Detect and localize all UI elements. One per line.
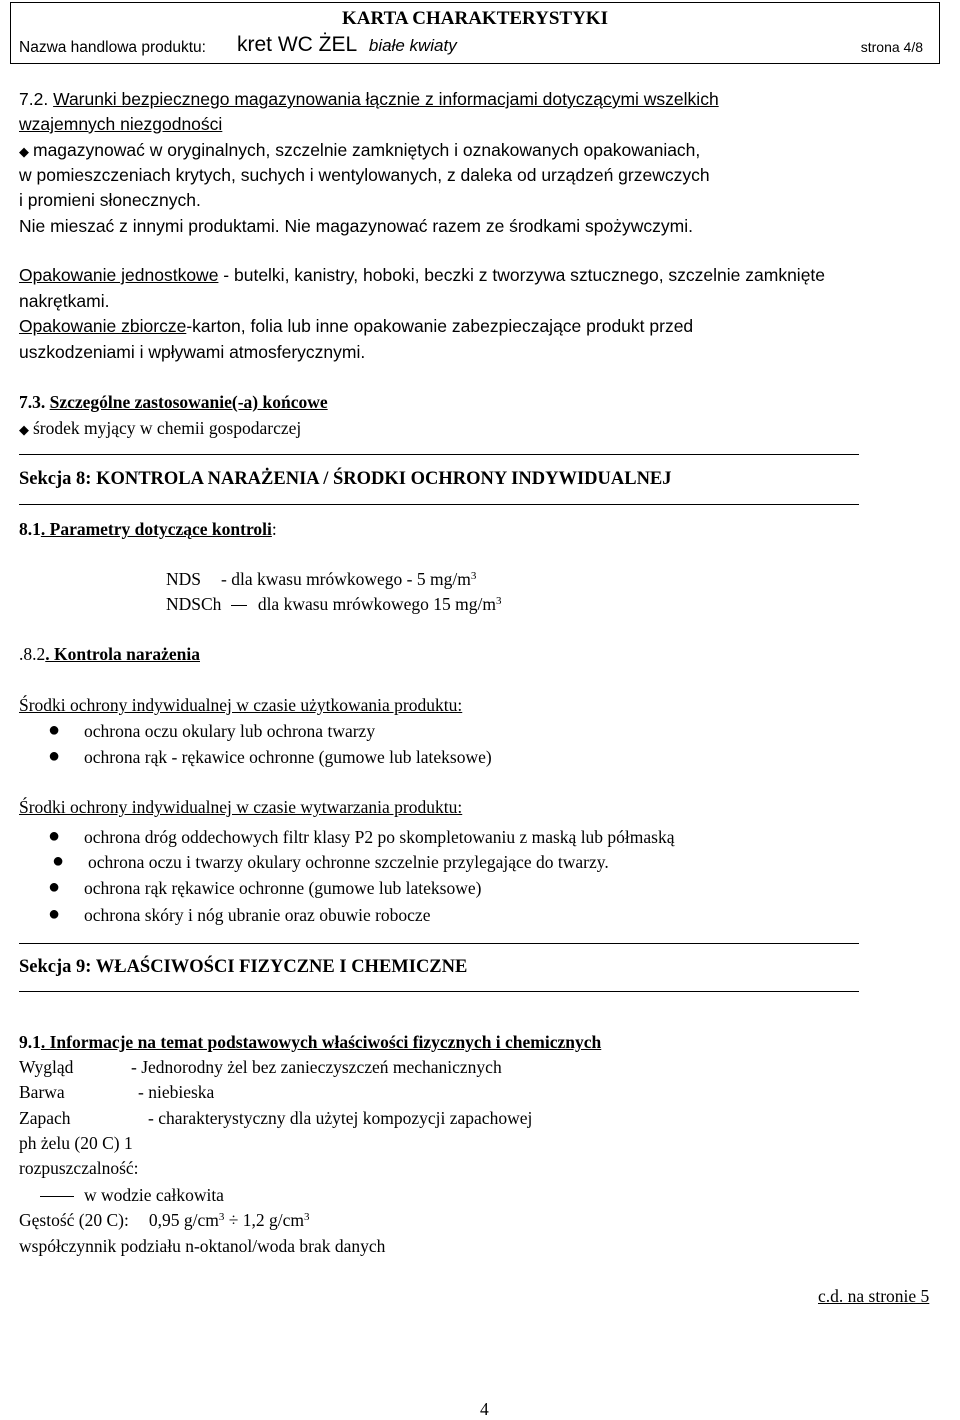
bulk-packaging-line2: uszkodzeniami i wpływami atmosferycznymi. xyxy=(19,342,366,362)
bullet-icon: ● xyxy=(52,850,65,872)
use-item-1: ochrona oczu okulary lub ochrona twarzy xyxy=(84,721,376,741)
use-item-2: ochrona rąk - rękawice ochronne (gumowe lub lateksowe) xyxy=(84,747,492,767)
prop-color-value: - niebieska xyxy=(138,1082,215,1102)
use-protection-heading: Środki ochrony indywidualnej w czasie użytkowania produktu: xyxy=(19,695,463,715)
storage-paragraph-line3: i promieni słonecznych. xyxy=(19,190,201,210)
density-max: 1,2 g/cm xyxy=(238,1210,304,1230)
prop-odor-label: Zapach xyxy=(19,1108,71,1128)
density-label: Gęstość (20 C): xyxy=(19,1210,129,1230)
divider xyxy=(19,943,859,944)
heading-text: . Parametry dotyczące kontroli xyxy=(40,519,272,539)
diamond-bullet-icon: ◆ xyxy=(19,144,29,159)
text: środek myjący w chemii gospodarczej xyxy=(33,418,302,438)
storage-paragraph-line1 xyxy=(19,139,700,163)
ndsch-value: dla kwasu mrówkowego 15 mg/m xyxy=(253,594,496,614)
bullet-icon: ● xyxy=(48,825,61,847)
divider xyxy=(19,454,859,455)
page-number: 4 xyxy=(480,1399,489,1419)
prod-item-4: ochrona skóry i nóg ubranie oraz obuwie robocze xyxy=(84,905,431,925)
dash xyxy=(231,605,247,606)
product-name-main: kret WC ŻEL xyxy=(237,33,358,56)
section-9-1-heading xyxy=(19,1031,601,1053)
divider xyxy=(19,991,859,992)
heading-text: . Kontrola narażenia xyxy=(45,644,200,664)
prop-solubility-label: rozpuszczalność: xyxy=(19,1158,139,1178)
nds-label: NDS xyxy=(166,569,202,589)
heading-text: Szczególne zastosowanie(-a) końcowe xyxy=(49,392,328,412)
product-name-label: Nazwa handlowa produktu: xyxy=(19,39,206,56)
ndsch-label: NDSCh xyxy=(166,594,222,614)
section-7-2-heading xyxy=(19,88,719,110)
section-9-title: Sekcja 9: WŁAŚCIWOŚCI FIZYCZNE I CHEMICZNE xyxy=(19,957,468,977)
product-name xyxy=(237,33,457,57)
bullet-icon: ● xyxy=(48,876,61,898)
bullet-icon: ● xyxy=(48,719,61,741)
prod-item-3: ochrona rąk rękawice ochronne (gumowe lub lateksowe) xyxy=(84,878,482,898)
unit-packaging-line2: nakrętkami. xyxy=(19,291,110,311)
prop-ph: ph żelu (20 C) 1 xyxy=(19,1133,133,1153)
storage-paragraph-line2: w pomieszczeniach krytych, suchych i wentylowanych, z daleka od urządzeń grzewczych xyxy=(19,165,710,185)
document-title: KARTA CHARAKTERYSTYKI xyxy=(342,8,608,29)
section-number: 9.1 xyxy=(19,1032,41,1052)
prod-item-1: ochrona dróg oddechowych filtr klasy P2 po skompletowaniu z maską lub półmaską xyxy=(84,827,675,847)
prop-density-row xyxy=(19,1209,309,1231)
colon: : xyxy=(271,519,277,539)
text: - butelki, kanistry, hoboki, beczki z tworzywa sztucznego, szczelnie zamknięte xyxy=(218,265,826,285)
unit-packaging-line xyxy=(19,264,825,286)
page-indicator: strona 4/8 xyxy=(860,39,923,55)
section-7-2-heading-cont: wzajemnych niezgodności xyxy=(19,114,223,134)
solubility-value: w wodzie całkowita xyxy=(84,1185,224,1205)
production-protection-heading: Środki ochrony indywidualnej w czasie wytwarzania produktu: xyxy=(19,797,463,817)
prop-solubility-row xyxy=(40,1184,224,1206)
section-number: 7.3. xyxy=(19,392,46,412)
section-8-1-heading xyxy=(19,518,277,540)
end-use-item xyxy=(19,417,301,441)
exponent: 3 xyxy=(218,1211,225,1223)
bulk-packaging-label: Opakowanie zbiorcze xyxy=(19,316,187,336)
nds-value: - dla kwasu mrówkowego - 5 mg/m xyxy=(221,569,471,589)
divider xyxy=(19,504,859,505)
page-header xyxy=(10,2,940,64)
storage-paragraph-line4: Nie mieszać z innymi produktami. Nie magazynować razem ze środkami spożywczymi. xyxy=(19,216,693,236)
exponent: 3 xyxy=(303,1211,310,1223)
heading-text: Warunki bezpiecznego magazynowania łącznie z informacjami dotyczącymi wszelkich xyxy=(53,89,719,109)
density-min: 0,95 g/cm xyxy=(148,1210,219,1230)
product-line xyxy=(19,33,931,61)
prop-appearance-value: - Jednorodny żel bez zanieczyszczeń mechanicznych xyxy=(131,1057,502,1077)
exponent: 3 xyxy=(495,595,502,607)
prod-item-2: ochrona oczu i twarzy okulary ochronne szczelnie przylegające do twarzy. xyxy=(88,852,609,872)
dash xyxy=(40,1196,74,1197)
ndsch-row xyxy=(166,593,501,615)
section-7-3-heading xyxy=(19,391,328,413)
prop-appearance-label: Wygląd xyxy=(19,1057,74,1077)
heading-text: . Informacje na temat podstawowych właściwości fizycznych i chemicznych xyxy=(40,1032,602,1052)
section-8-title: Sekcja 8: KONTROLA NARAŻENIA / ŚRODKI OCHRONY INDYWIDUALNEJ xyxy=(19,469,672,489)
prop-color-label: Barwa xyxy=(19,1082,65,1102)
product-variant: białe kwiaty xyxy=(368,36,457,55)
section-number: .8.2 xyxy=(19,644,46,664)
section-number: 7.2. xyxy=(19,89,49,109)
continued-note: c.d. na stronie 5 xyxy=(818,1286,930,1306)
prop-odor-value: - charakterystyczny dla użytej kompozycji zapachowej xyxy=(148,1108,533,1128)
unit-packaging-label: Opakowanie jednostkowe xyxy=(19,265,219,285)
section-8-2-heading xyxy=(19,643,200,665)
divide-icon: ÷ xyxy=(224,1210,239,1230)
bullet-icon: ● xyxy=(48,903,61,925)
prop-partition: współczynnik podziału n-oktanol/woda brak danych xyxy=(19,1236,386,1256)
bullet-icon: ● xyxy=(48,745,61,767)
diamond-bullet-icon: ◆ xyxy=(19,422,29,437)
text: -karton, folia lub inne opakowanie zabezpieczające produkt przed xyxy=(186,316,694,336)
nds-row xyxy=(166,568,476,590)
text: magazynować w oryginalnych, szczelnie zamkniętych i oznakowanych opakowaniach, xyxy=(33,140,701,160)
exponent: 3 xyxy=(470,570,477,582)
section-number: 8.1 xyxy=(19,519,41,539)
bulk-packaging-line xyxy=(19,315,693,337)
